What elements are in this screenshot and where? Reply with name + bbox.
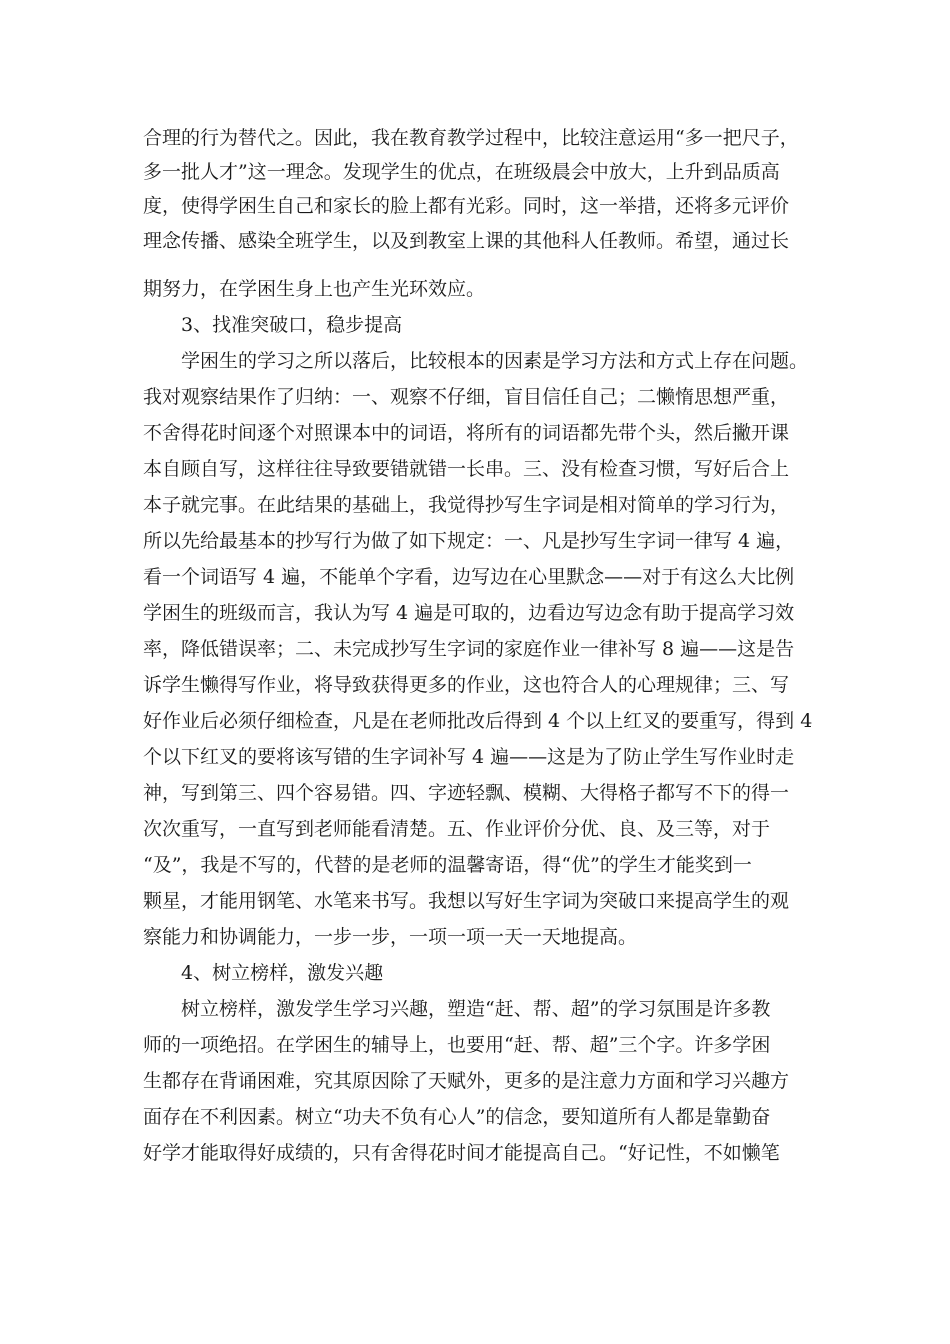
paragraph-line: 好作业后必须仔细检查，凡是在老师批改后得到 4 个以上红叉的要重写，得到 4 bbox=[143, 710, 813, 732]
paragraph-line: 颗星，才能用钢笔、水笔来书写。我想以写好生字词为突破口来提高学生的观 bbox=[143, 890, 790, 912]
paragraph-line: 个以下红叉的要将该写错的生字词补写 4 遍——这是为了防止学生写作业时走 bbox=[143, 746, 795, 768]
paragraph-line: 我对观察结果作了归纳：一、观察不仔细，盲目信任自己；二懒惰思想严重， bbox=[143, 386, 790, 408]
paragraph-line: 树立榜样，激发学生学习兴趣，塑造“赶、帮、超”的学习氛围是许多教 bbox=[181, 998, 771, 1020]
section-heading: 3、找准突破口，稳步提高 bbox=[181, 314, 403, 336]
paragraph-line: 率，降低错误率；二、未完成抄写生字词的家庭作业一律补写 8 遍——这是告 bbox=[143, 638, 795, 660]
paragraph-line: 合理的行为替代之。因此，我在教育教学过程中，比较注意运用“多一把尺子， bbox=[143, 127, 799, 149]
paragraph-line: 看一个词语写 4 遍，不能单个字看，边写边在心里默念——对于有这么大比例 bbox=[143, 566, 795, 588]
paragraph-line: 师的一项绝招。在学困生的辅导上，也要用“赶、帮、超”三个字。许多学困 bbox=[143, 1034, 771, 1056]
paragraph-line: 生都存在背诵困难，究其原因除了天赋外，更多的是注意力方面和学习兴趣方 bbox=[143, 1070, 790, 1092]
paragraph-line: 好学才能取得好成绩的，只有舍得花时间才能提高自己。“好记性，不如懒笔 bbox=[143, 1142, 780, 1164]
paragraph-line: 学困生的学习之所以落后，比较根本的因素是学习方法和方式上存在问题。 bbox=[181, 350, 809, 372]
paragraph-line: 理念传播、感染全班学生，以及到教室上课的其他科人任教师。希望，通过长 bbox=[143, 230, 790, 252]
paragraph-line: 不舍得花时间逐个对照课本中的词语，将所有的词语都先带个头，然后撇开课 bbox=[143, 422, 790, 444]
section-heading: 4、树立榜样，激发兴趣 bbox=[181, 962, 384, 984]
paragraph-line: 本自顾自写，这样往往导致要错就错一长串。三、没有检查习惯，写好后合上 bbox=[143, 458, 790, 480]
paragraph-line: “及”，我是不写的，代替的是老师的温馨寄语，得“优”的学生才能奖到一 bbox=[143, 854, 752, 876]
paragraph-line: 所以先给最基本的抄写行为做了如下规定：一、凡是抄写生字词一律写 4 遍， bbox=[143, 530, 795, 552]
paragraph-line: 诉学生懒得写作业，将导致获得更多的作业，这也符合人的心理规律；三、写 bbox=[143, 674, 790, 696]
paragraph-line: 多一批人才”这一理念。发现学生的优点，在班级晨会中放大，上升到品质高 bbox=[143, 161, 780, 183]
paragraph-line: 次次重写，一直写到老师能看清楚。五、作业评价分优、良、及三等，对于 bbox=[143, 818, 771, 840]
paragraph-line: 神，写到第三、四个容易错。四、字迹轻飘、模糊、大得格子都写不下的得一 bbox=[143, 782, 790, 804]
paragraph-line: 度，使得学困生自己和家长的脸上都有光彩。同时，这一举措，还将多元评价 bbox=[143, 195, 790, 217]
paragraph-line: 本子就完事。在此结果的基础上，我觉得抄写生字词是相对简单的学习行为， bbox=[143, 494, 790, 516]
paragraph-line: 期努力，在学困生身上也产生光环效应。 bbox=[143, 278, 486, 300]
paragraph-line: 学困生的班级而言，我认为写 4 遍是可取的，边看边写边念有助于提高学习效 bbox=[143, 602, 795, 624]
paragraph-line: 察能力和协调能力，一步一步，一项一项一天一天地提高。 bbox=[143, 926, 638, 948]
paragraph-line: 面存在不利因素。树立“功夫不负有心人”的信念，要知道所有人都是靠勤奋 bbox=[143, 1106, 771, 1128]
